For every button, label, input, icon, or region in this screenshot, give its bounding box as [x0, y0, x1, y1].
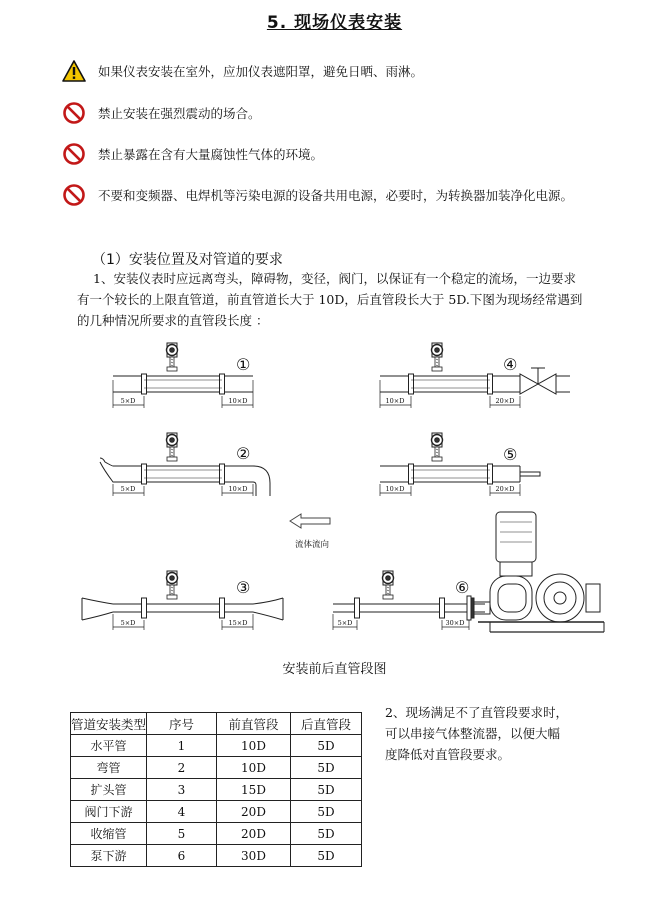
diagram-number-5: ⑤ [503, 445, 518, 464]
table-cell: 水平管 [71, 735, 147, 757]
dim-label: 10×D [228, 397, 248, 405]
dim-label: 5×D [337, 619, 353, 627]
table-header: 管道安装类型 [71, 713, 147, 735]
table-cell: 10D [217, 757, 291, 779]
table-cell: 30D [217, 845, 291, 867]
note-line: 可以串接气体整流器，以便大幅 [385, 726, 561, 741]
table-header: 前直管段 [217, 713, 291, 735]
paragraph-line: 1、安装仪表时应远离弯头，障碍物，变径，阀门，以保证有一个稳定的流场，一边要求 [93, 271, 576, 286]
table-cell: 20D [217, 823, 291, 845]
warning-text: 如果仪表安装在室外，应加仪表遮阳罩，避免日晒、雨淋。 [98, 64, 424, 79]
paragraph-line: 有一个较长的上限直管道，前直管道长大于 10D，后直管段长大于 5D.下图为现场经常遇到 [77, 292, 583, 307]
note-line: 度降低对直管段要求。 [385, 747, 511, 762]
table-cell: 20D [217, 801, 291, 823]
table-row [71, 823, 362, 845]
dim-label: 15×D [228, 619, 248, 627]
section-title: 5. 现场仪表安装 [266, 13, 403, 33]
table-cell: 10D [217, 735, 291, 757]
table-row [71, 735, 362, 757]
table-row [71, 801, 362, 823]
paragraph-line: 的几种情况所要求的直管段长度 ： [77, 313, 269, 328]
table-cell: 5D [291, 735, 362, 757]
table-cell: 3 [147, 779, 217, 801]
table-cell: 扩头管 [71, 779, 147, 801]
table-row [71, 757, 362, 779]
table-cell: 5 [147, 823, 217, 845]
table-cell: 15D [217, 779, 291, 801]
diagram-number-6: ⑥ [455, 578, 470, 597]
flow-direction-arrow [290, 514, 330, 528]
dim-label: 10×D [385, 397, 405, 405]
table-header-row [71, 713, 362, 735]
table-cell: 6 [147, 845, 217, 867]
dim-label: 5×D [120, 397, 136, 405]
dim-label: 30×D [445, 619, 465, 627]
table-cell: 5D [291, 823, 362, 845]
dim-label: 20×D [495, 485, 515, 493]
diagram-number-3: ③ [236, 578, 251, 597]
table-cell: 1 [147, 735, 217, 757]
warning-text: 禁止暴露在含有大量腐蚀性气体的环境。 [98, 147, 324, 162]
dim-label: 5×D [120, 485, 136, 493]
diagram-caption: 安装前后直管段图 [282, 662, 387, 677]
table-cell: 5D [291, 801, 362, 823]
subheading: （1）安装位置及对管道的要求 [92, 252, 283, 268]
table-cell: 泵下游 [71, 845, 147, 867]
flow-direction-label: 流体流向 [294, 540, 330, 550]
table-row [71, 779, 362, 801]
diagram-number-4: ④ [503, 355, 518, 374]
note-line: 2、现场满足不了直管段要求时， [385, 705, 568, 720]
table-cell: 5D [291, 757, 362, 779]
diagram-3-expander [82, 571, 283, 630]
table-cell: 5D [291, 845, 362, 867]
table-cell: 2 [147, 757, 217, 779]
table-header: 后直管段 [291, 713, 362, 735]
diagram-number-2: ② [236, 444, 251, 463]
table-cell: 阀门下游 [71, 801, 147, 823]
dim-label: 20×D [495, 397, 515, 405]
diagram-number-1: ① [236, 355, 251, 374]
rectifier-note [385, 702, 615, 765]
table-cell: 4 [147, 801, 217, 823]
diagram-6-pump [333, 512, 604, 632]
dim-label: 5×D [120, 619, 136, 627]
dim-label: 10×D [228, 485, 248, 493]
diagram-4-valve [380, 343, 570, 408]
warning-text: 不要和变频器、电焊机等污染电源的设备共用电源，必要时，为转换器加装净化电源。 [98, 188, 574, 203]
table-row [71, 845, 362, 867]
straight-pipe-table [70, 712, 362, 867]
table-cell: 弯管 [71, 757, 147, 779]
table-cell: 5D [291, 779, 362, 801]
warning-text: 禁止安装在强烈震动的场合。 [98, 106, 261, 121]
table-cell: 收缩管 [71, 823, 147, 845]
table-header: 序号 [147, 713, 217, 735]
dim-label: 10×D [385, 485, 405, 493]
